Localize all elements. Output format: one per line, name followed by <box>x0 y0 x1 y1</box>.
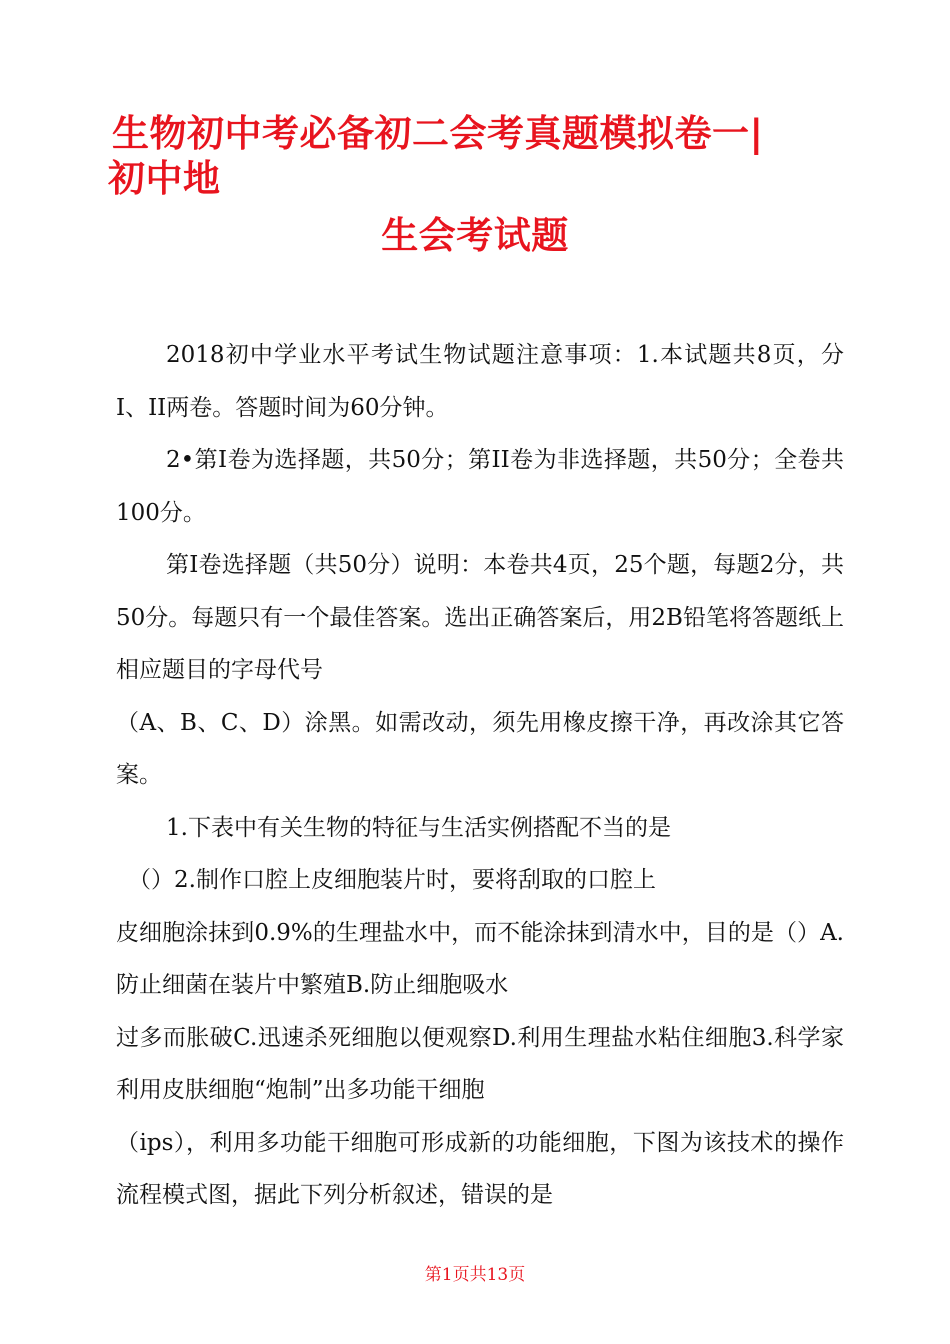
paragraph-instructions: 2018初中学业水平考试生物试题注意事项：1.本试题共8页，分I、II两卷。答题时间为60分钟。 <box>116 342 844 421</box>
paragraph-answer-instructions: （A、B、C、D）涂黑。如需改动，须先用橡皮擦干净，再改涂其它答案。 <box>116 709 844 788</box>
paragraph-question-1: 1.下表中有关生物的特征与生活实例搭配不当的是 <box>166 814 671 841</box>
paragraph-question-2-body: 皮细胞涂抹到0.9%的生理盐水中，而不能涂抹到清水中，目的是（）A.防止细菌在装片中繁殖B.防止细胞吸水 <box>116 919 844 998</box>
document-title-line-2: 初中地 <box>108 157 221 200</box>
paragraph-question-2-start: （）2.制作口腔上皮细胞装片时，要将刮取的口腔上 <box>128 867 656 893</box>
paragraph-section-one-notes: 第I卷选择题（共50分）说明：本卷共4页，25个题，每题2分，共50分。每题只有一个最佳答案。选出正确答案后，用2B铅笔将答题纸上相应题目的字母代号 <box>116 552 844 683</box>
document-body <box>116 329 844 1222</box>
paragraph-question-3: （ips），利用多功能干细胞可形成新的功能细胞，下图为该技术的操作流程模式图，据此下列分析叙述，错误的是 <box>116 1129 844 1208</box>
document-title-line-3: 生会考试题 <box>381 214 569 257</box>
document-title-line-1: 生物初中考必备初二会考真题模拟卷一| <box>112 112 764 155</box>
paragraph-scoring: 2•第I卷为选择题，共50分；第II卷为非选择题，共50分；全卷共100分。 <box>116 447 844 526</box>
paragraph-question-2-options: 过多而胀破C.迅速杀死细胞以便观察D.利用生理盐水粘住细胞3.科学家利用皮肤细胞“炮制”出多功能干细胞 <box>116 1024 844 1103</box>
page-footer: 第1页共13页 <box>424 1265 526 1285</box>
